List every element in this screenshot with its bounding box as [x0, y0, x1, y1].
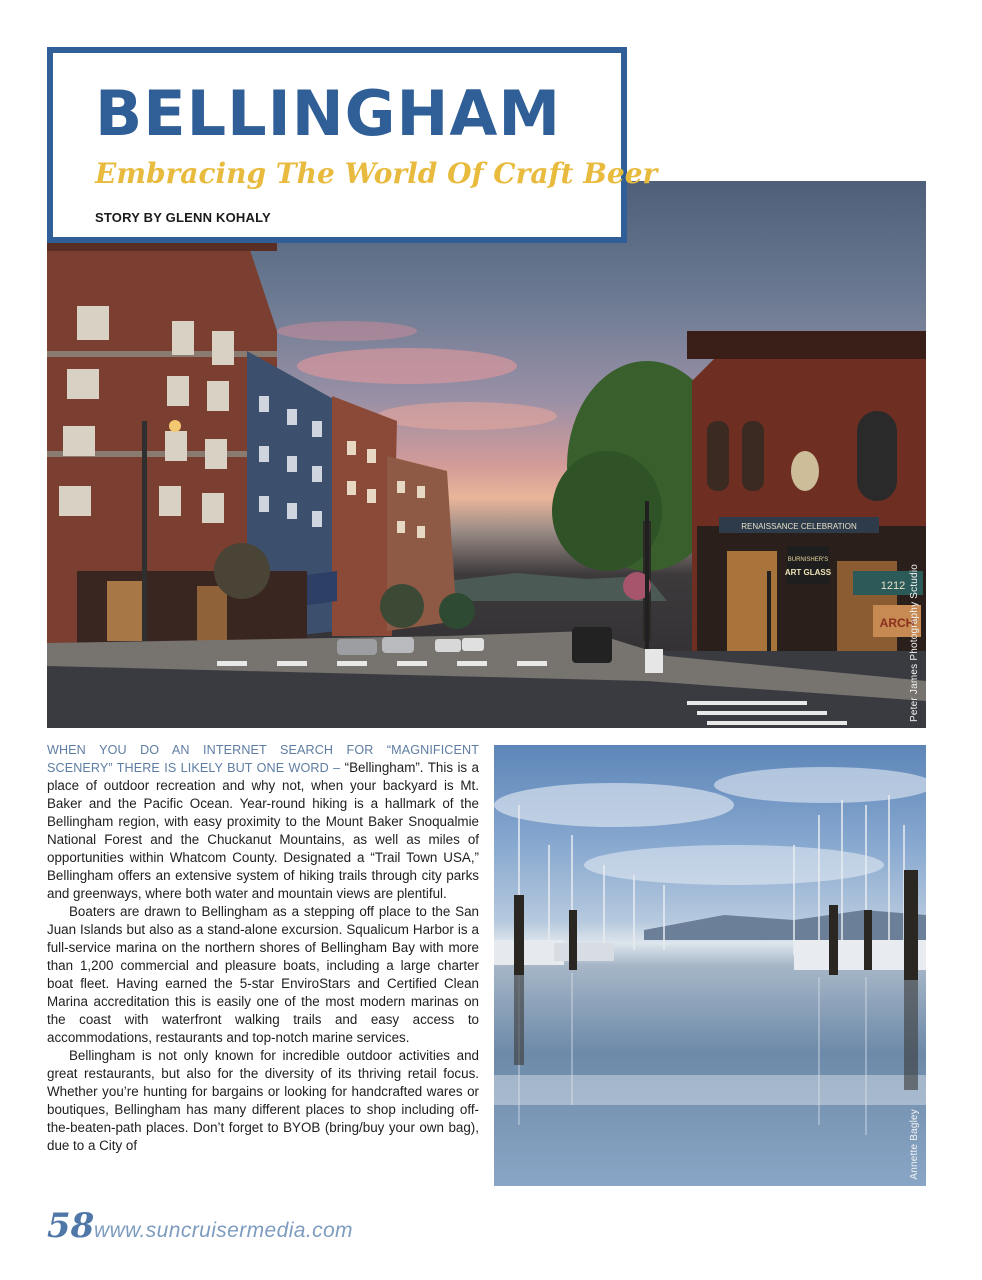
paragraph-1-text: “Bellingham”. This is a place of outdoor recreation and why not, when your backyard is Mt. Baker and the Pacific Ocean. Year-round hiking is a hallmark of the Bellingham region, with easy proximity to the Mount Baker Snoqualmie National Forest and the Chuckanut Mountains, as well as miles of opportunities within Whatcom County. Designated a “Trail Town USA,” Bellingham offers an extensive system of hiking trails through city parks and greenways, where both water and mountain views are plentiful. [47, 760, 479, 901]
website-url[interactable]: www.suncruisermedia.com [94, 1219, 353, 1242]
paragraph-1 [47, 741, 479, 903]
subheadline: Embracing The World Of Craft Beer [95, 157, 658, 190]
art-glass-sign-bottom: ART GLASS [784, 568, 832, 577]
art-glass-sign-top: BURNISHER'S [787, 557, 829, 563]
arch-sign: ARCH [879, 616, 915, 630]
marina-photo [494, 745, 926, 1186]
street-photo [47, 181, 926, 728]
street-photo-credit: Peter James Photography Sctudio [909, 564, 920, 722]
title-box [47, 47, 658, 243]
paragraph-2: Boaters are drawn to Bellingham as a stepping off place to the San Juan Islands but also as a stand-alone excursion. Squalicum Harbor is a full-service marina on the northern shores of Bellingham Bay with more than 1,200 commercial and pleasure boats, including a large charter boat fleet. Having earned the 5-star EnviroStars and Certified Clean Marina accreditation this is easily one of the most modern marinas on the coast with waterfront walking trails and easy access to accommodations, restaurants and top-notch marine services. [47, 904, 479, 1045]
building-sign: RENAISSANCE CELEBRATION [741, 522, 857, 531]
lede: WHEN YOU DO AN INTERNET SEARCH FOR “MAGNIFICENT SCENERY” THERE IS LIKELY BUT ONE WORD – [47, 743, 479, 775]
address-number: 1212 [880, 580, 906, 592]
paragraph-3: Bellingham is not only known for incredible outdoor activities and great restaurants, but also for the diversity of its thriving retail focus. Whether you’re hunting for bargains or looking for handcrafted wares or boutiques, Bellingham has many different places to shop including off-the-beaten-path places. Don’t forget to BYOB (bring/buy your own bag), due to a City of [47, 1048, 479, 1153]
headline: BELLINGHAM [95, 77, 562, 150]
marina-photo-credit: Annette Bagley [909, 1109, 920, 1180]
byline: STORY BY GLENN KOHALY [95, 210, 271, 225]
article-body [47, 741, 479, 1155]
street-scene [47, 181, 926, 728]
marina-scene [494, 745, 926, 1186]
page-number: 58 [47, 1206, 95, 1246]
